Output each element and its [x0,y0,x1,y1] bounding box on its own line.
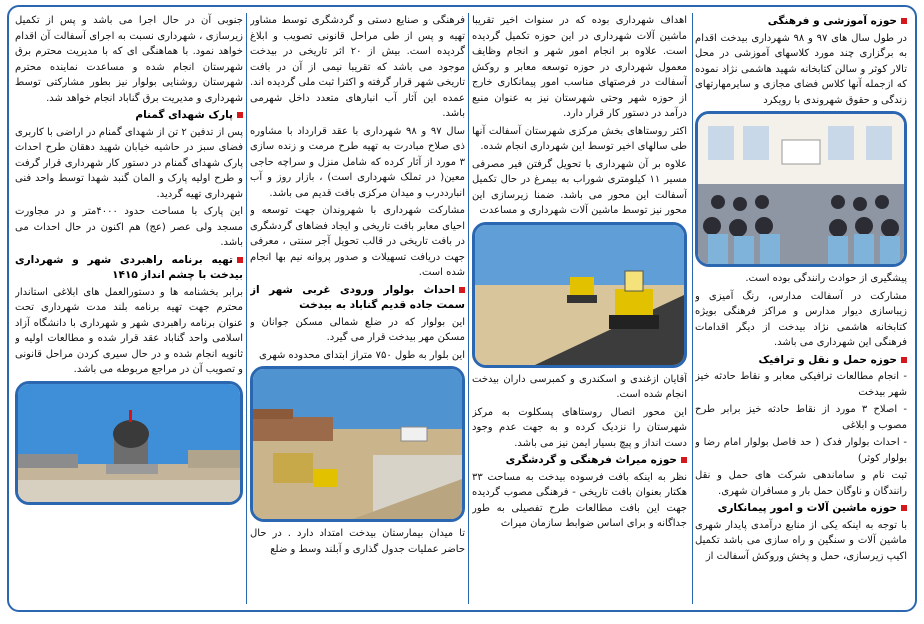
paragraph: - احداث بولوار فدک ( حد فاصل بولوار امام رضا و بولوار کوثر) [695,437,907,464]
paragraph: سال ۹۷ و ۹۸ شهرداری با عقد قرارداد با مشاوره ذی صلاح مبادرت به تهیه طرح مرمت و زنده سازی ۳ مورد از آثار کرده که شامل منزل و سراچه حاجی معین( در تملک شهرداری است) ، بازار روز و آب انبارددرب و میدان مرکزی بافت قدیم می باشد. [250,125,465,199]
photo-classroom-seminar [695,111,907,267]
paragraph: در طول سال های ۹۷ و ۹۸ شهرداری بیدخت اقدام به برگزاری چند مورد کلاسهای آموزشی در محل تالار کوثر و سالن کتابخانه شهید هاشمی نژاد نموده که ازجمله آنها کلاس فضای مجازی و سایرمهارتهای زندگی و حقوق شهروندی با رویکرد [695,32,907,106]
column-divider [692,13,693,604]
column-divider [468,13,469,604]
paragraph: نظر به اینکه بافت فرسوده بیدخت به مساحت ۳۳ هکتار بعنوان بافت تاریخی - فرهنگی مصوب گردیده جهت این بافت مطالعات طرح تفصیلی به طور جداگانه و برای اساس ضوابط سازمان میراث [472,471,687,529]
paragraph: - اصلاح ۳ مورد از نقاط حادثه خیز برابر طرح مصوب و ابلاغی [695,404,907,431]
column-4 [15,13,243,604]
paragraph: مشارکت در آسفالت مدارس، رنگ آمیزی و زیباسازی دیوار مدارس و مراکز فرهنگی بویژه کتابخانه هاشمی نژاد بیدخت از دیگر اقدامات فرهنگی این شهرداری می باشد. [695,290,907,348]
paragraph: برابر بخشنامه ها و دستورالعمل های ابلاغی استاندار محترم جهت تهیه برنامه بلند مدت شهرداری تحت عنوان برنامه راهبردی شهر و شهرداری با دانشگاه آزاد اسلامی واحد گناباد عقد قرار شده و مطالعات اولیه و ثانویه انجام شده و در حال سیری کردن مراحل قانونی و تصویب آن در مراجع مربوطه می باشد. [15,286,243,375]
paragraph: آقایان ازغندی و اسکندری و کمبرسی داران بیدخت انجام شده است. [472,373,687,400]
photo-boulevard-construction [250,366,465,522]
red-square-icon [901,505,907,511]
paragraph: پس از تدفین ۲ تن از شهدای گمنام در اراضی با کاربری فضای سبز در حاشیه خیابان شهید دهقان طرح احداث پارک شهدای گمنام در دستور کار شهرداری قرار گرفت و طرح اولیه پارک و المان گنبد شهدا توسط واحد فنی شهرداری تهیه گردید. [15,126,243,200]
section-heading-martyrs-park: پارک شهدای گمنام [15,108,243,124]
paragraph: ثبت نام و ساماندهی شرکت های حمل و نقل رانندگان و ناوگان حمل بار و مسافران شهری. [695,470,907,497]
section-heading-heritage: حوزه میراث فرهنگی و گردشگری [472,453,687,469]
paragraph: اکثر روستاهای بخش مرکزی شهرستان آسفالت آنها طی سالهای اخیر توسط این شهرداری انجام شده. [472,125,687,152]
section-heading-traffic: حوزه حمل و نقل و ترافیک [695,353,907,369]
column-divider [246,13,247,604]
paragraph: این پارک با مساحت حدود ۴۰۰۰متر و در مجاورت مسجد ولی عصر (عج) هم اکنون در حال احداث می باشد. [15,206,243,248]
paragraph: با توجه به اینکه یکی از منابع درآمدی پایدار شهری ماشین آلات و سنگین و راه سازی می باشد تکمیل اکیپ زیرسازی، حمل و پخش وروکش آسفالت از [695,519,907,562]
paragraph: - انجام مطالعات ترافیکی معابر و نقاط حادثه خیز شهر بیدخت [695,371,907,398]
column-2 [472,13,687,604]
paragraph: اهداف شهرداری بوده که در سنوات اخیر تقریبا ماشین آلات شهرداری در این حوزه تکمیل گردیده است. علاوه بر انجام امور شهر و انجام وظایف معمول شهرداری در حوزه توسعه معابر و روکش آسفالت در فرصتهای مناسب امور پیمانکاری خارج از حوزه شهر وحتی شهرستان نیز به عنوان منبع درآمد در دستور کار قرار دارد. [472,15,687,119]
paragraph: علاوه بر آن شهرداری با تحویل گرفتن فیر مصرفی مسیر ۱۱ کیلومتری شوراب به بیمرغ در حال تکمیل آسفالت این محور می باشد. ضمنا زیرسازی این محور نیز توسط ماشین آلات شهرداری و مساعدت [472,158,687,216]
red-square-icon [901,357,907,363]
column-1 [695,13,907,604]
red-square-icon [237,257,243,263]
newsletter-page [7,5,917,612]
red-square-icon [901,18,907,24]
paragraph: جنوبی آن در حال اجرا می باشد و پس از تکمیل زیرسازی ، شهرداری نسبت به اجرای آسفالت آن اقدام خواهد نمود. با هماهنگی ای که با مدیریت محترم برق شهرستان انجام شده و مساعدت نماینده محترم شهرستان روشنایی بولوار نیز بطور مشارکتی توسط شهرداری و مدیریت برق گناباد انجام خواهد شد. [15,15,243,104]
paragraph: این بولوار که در ضلع شمالی مسکن جوانان و مسکن مهر بیدخت قرار می گیرد. [250,316,465,343]
paragraph: پیشگیری از حوادث رانندگی بوده است. [745,273,907,284]
red-square-icon [459,287,465,293]
section-heading-education: حوزه آموزشی و فرهنگی [695,14,907,30]
paragraph: این محور اتصال روستاهای پسکلوت به مرکز شهرستان را نزدیک کرده و به جهت عدم وجود دست انداز و پیچ بسیار ایمن نیز می باشد. [472,406,687,449]
paragraph: فرهنگی و صنایع دستی و گردشگری توسط مشاور تهیه و پس از طی مراحل قانونی تصویب و ابلاغ گردیده است. بیش از ۲۰ اثر تاریخی در بیدخت موجود می باشد که تقریبا نیمی از آن در بافت تاریخی شهر قرار گرفته و اکثرا ثبت ملی گردیده اند. عمده این آثار آب انبارهای متعدد داخل شهرمی باشد. [250,15,465,119]
section-heading-boulevard: احداث بولوار ورودی غربی شهر از سمت جاده قدیم گناباد به بیدخت [250,283,465,311]
paragraph: تا میدان بیمارستان بیدخت امتداد دارد . در حال حاضر عملیات جدول گذاری و آبلند وسط و ضلع [250,528,465,555]
paragraph: این بلوار به طول ۷۵۰ متراز ابتدای محدوده شهری [259,349,465,361]
red-square-icon [237,112,243,118]
paragraph: مشارکت شهرداری با شهروندان جهت توسعه و احیای معابر بافت تاریخی و ایجاد فضاهای گردشگری در بافت تاریخی در قالب تحویل آجر سنتی ، معرفی جهت دریافت تسهیلات و صدور پروانه نیم بها انجام شده است. [250,205,465,278]
section-heading-strategic-plan: تهیه برنامه راهبردی شهر و شهرداری بیدخت با چشم انداز ۱۴۱۵ [15,253,243,281]
photo-road-paving [472,222,687,368]
red-square-icon [681,457,687,463]
section-heading-machinery: حوزه ماشین آلات و امور پیمانکاری [695,501,907,517]
photo-martyrs-memorial [15,381,243,505]
column-3 [250,13,465,604]
